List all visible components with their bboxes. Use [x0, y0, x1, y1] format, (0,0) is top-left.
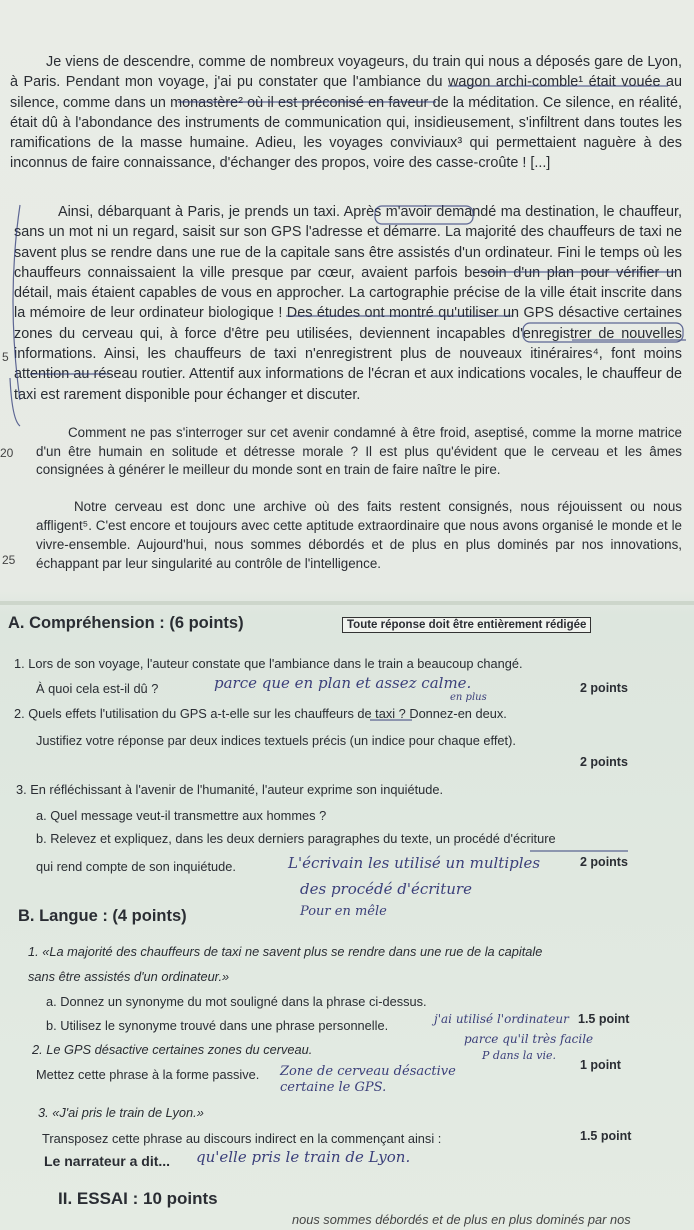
line-number-25: 25 — [2, 553, 16, 567]
question-1-points: 2 points — [580, 681, 628, 695]
answer-l1-cont2: P dans la vie. — [482, 1049, 557, 1062]
language-question-2: 2. Le GPS désactive certaines zones du cerveau. — [32, 1042, 313, 1057]
language-question-3-prompt: Le narrateur a dit... — [44, 1153, 171, 1169]
language-question-1-cont: sans être assistés d'un ordinateur.» — [28, 969, 230, 984]
passage-paragraph-3: Comment ne pas s'interroger sur cet avenir condamné à être froid, aseptisé, comme la morne matrice d'un être humain en solitude et détresse morale ? Il est plus qu'évident que le cerveau et les âmes consignées à générer le meilleur du monde sont en train de faire naître le pire. — [36, 425, 682, 477]
question-2: 2. Quels effets l'utilisation du GPS a-t-elle sur les chauffeurs de taxi ? Donnez-en deux. — [14, 706, 507, 721]
language-question-1a: a. Donnez un synonyme du mot souligné dans la phrase ci-dessus. — [46, 994, 427, 1009]
section-b-title: B. Langue : (4 points) — [18, 907, 187, 925]
language-question-1-points: 1.5 point — [578, 1012, 630, 1026]
question-1: 1. Lors de son voyage, l'auteur constate que l'ambiance dans le train a beaucoup changé. — [14, 656, 523, 671]
passage-paragraph-4: Notre cerveau est donc une archive où des faits restent consignés, nous réjouissent ou nous affligent⁵. C'est encore et toujours avec cette aptitude extraordinaire que nous avons organisé le monde et le vivre-ensemble. Aujourd'hui, nous sommes débordés et de plus en plus dominés par nos innovations, échappant par leur singularité au contrôle de l'intelligence. — [36, 499, 682, 571]
question-3: 3. En réfléchissant à l'avenir de l'humanité, l'auteur exprime son inquiétude. — [16, 782, 444, 797]
question-3a: a. Quel message veut-il transmettre aux hommes ? — [36, 808, 327, 823]
essay-section-title: II. ESSAI : 10 points — [58, 1189, 218, 1208]
answer-1-note: en plus — [450, 692, 487, 703]
answer-3b-line1: L'écrivain les utilisé un multiples — [288, 854, 541, 872]
answer-3b-line2: des procédé d'écriture — [300, 880, 472, 898]
question-1-sub: À quoi cela est-il dû ? — [36, 681, 159, 696]
answer-l1: j'ai utilisé l'ordinateur — [434, 1012, 569, 1026]
passage-paragraph-2: Ainsi, débarquant à Paris, je prends un taxi. Après m'avoir demandé ma destination, le chauffeur, sans un mot ni un regard, saisit sur son GPS l'adresse et démarre. La majorité des chauffeurs de taxi ne savent plus se rendre dans une rue de la capitale sans être assistés d'un ordinateur. Fini le temps où les chauffeurs connaissaient la ville presque par cœur, avaient parfois besoin d'un plan pour vérifier un détail, mais étaient capables de vous en approcher. La cartographie précise de la ville était inscrite dans la mémoire de leur ordinateur biologique ! Des études ont montré qu'utiliser un GPS désactive certaines zones du cerveau qui, à force d'être peu utilisées, deviennent incapables d'enregistrer de nouvelles informations. Ainsi, les chauffeurs de taxi n'enregistrent plus de nouveaux itinéraires⁴, font moins attention au réseau routier. Attentif aux informations de l'écran et aux indications vocales, le chauffeur de taxi est rarement disponible pour échanger et discuter. — [14, 204, 682, 403]
answer-l3: qu'elle pris le train de Lyon. — [196, 1148, 411, 1166]
section-a-title: A. Compréhension : (6 points) — [8, 614, 244, 632]
language-question-3-points: 1.5 point — [580, 1129, 632, 1143]
question-2-points: 2 points — [580, 755, 628, 769]
instruction-box: Toute réponse doit être entièrement rédigée — [342, 617, 591, 633]
answer-1: parce que en plan et assez calme. — [214, 674, 472, 692]
line-number-20: 20 — [0, 446, 14, 460]
question-3b-cont: qui rend compte de son inquiétude. — [36, 859, 236, 874]
passage-paragraph-1: Je viens de descendre, comme de nombreux voyageurs, du train qui nous a déposés gare de Lyon, à Paris. Pendant mon voyage, j'ai pu constater que l'ambiance du wagon archi-comble¹ était vouée au silence, comme dans un monastère² où il est préconisé en faveur de la méditation. Ce silence, en réalité, était dû à l'abondance des instruments de communication qui, insidieusement, s'infiltrent dans toutes les ramifications de la masse humaine. Adieu, les voyages conviviaux³ qui permettaient naguère à des inconnus de faire connaissance, d'échanger des propos, voire des casse-croûte ! [...] — [10, 54, 682, 172]
question-3-points: 2 points — [580, 855, 628, 869]
essay-topic-line: nous sommes débordés et de plus en plus dominés par nos — [292, 1212, 631, 1227]
page-fold — [0, 601, 694, 605]
language-question-1: 1. «La majorité des chauffeurs de taxi ne savent plus se rendre dans une rue de la capitale — [28, 944, 543, 959]
answer-l1-cont: parce qu'il très facile — [464, 1032, 594, 1046]
answer-3b-line3: Pour en mêle — [300, 904, 387, 919]
answer-l2: Zone de cerveau désactive certaine le GPS. — [280, 1064, 456, 1095]
question-3b: b. Relevez et expliquez, dans les deux derniers paragraphes du texte, un procédé d'écriture — [36, 831, 556, 846]
language-question-3: 3. «J'ai pris le train de Lyon.» — [38, 1105, 204, 1120]
line-number-5: 5 — [2, 350, 9, 364]
language-question-2-points: 1 point — [580, 1058, 621, 1072]
language-question-1b: b. Utilisez le synonyme trouvé dans une phrase personnelle. — [46, 1018, 389, 1033]
language-question-2-instruction: Mettez cette phrase à la forme passive. — [36, 1067, 260, 1082]
question-2-justify: Justifiez votre réponse par deux indices textuels précis (un indice pour chaque effet). — [36, 733, 516, 748]
language-question-3-instruction: Transposez cette phrase au discours indirect en la commençant ainsi : — [42, 1131, 442, 1146]
